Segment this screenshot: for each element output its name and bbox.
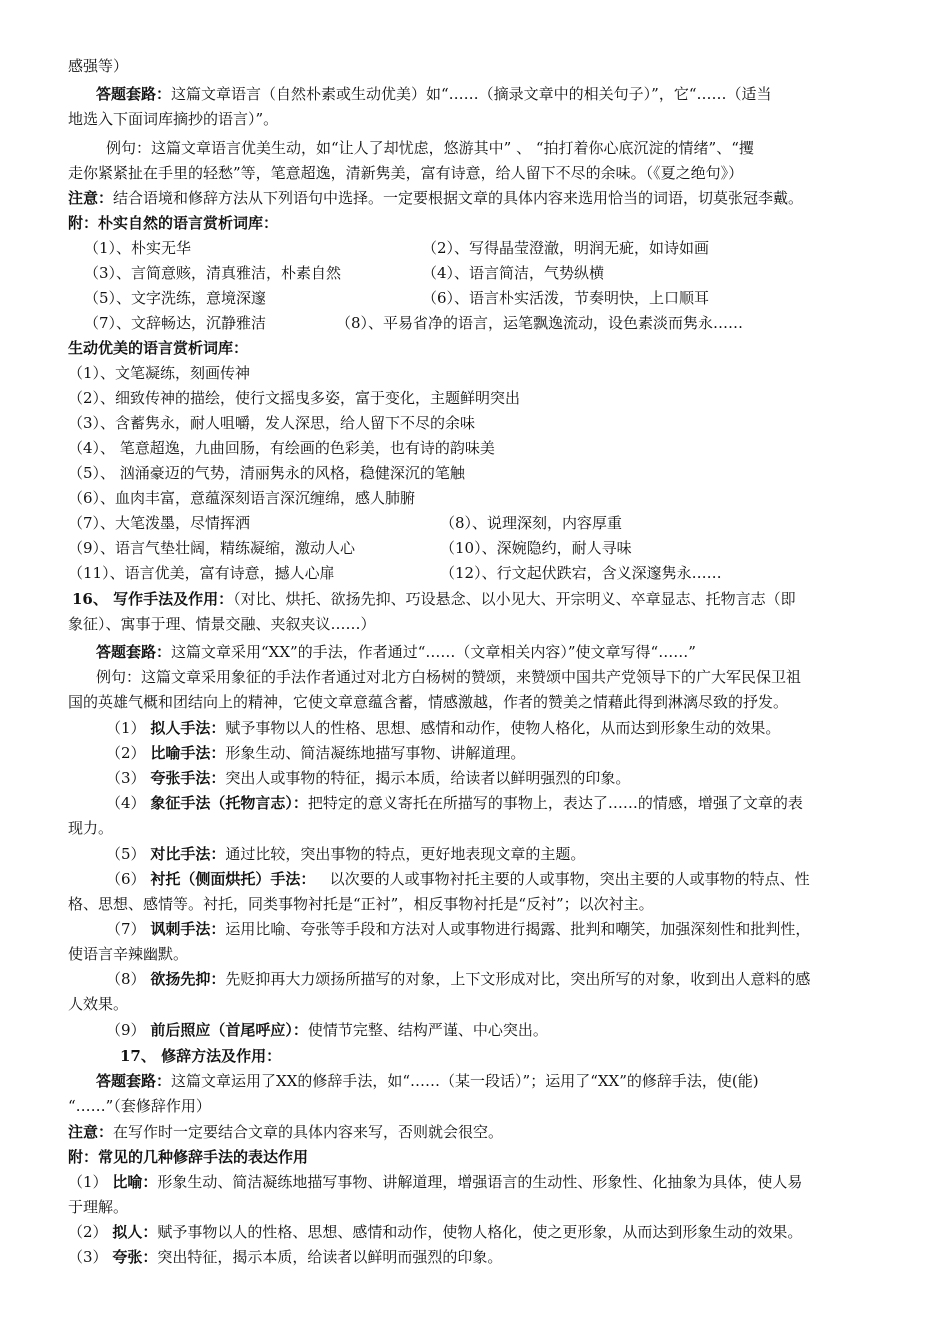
text-line: 走你紧紧扯在手里的轻愁”等，笔意超逸，清新隽美，富有诗意，给人留下不尽的余味。（《夏之绝句》） (68, 164, 744, 182)
bold-label: 16、 写作手法及作用： (72, 590, 234, 608)
item-number: （8） (106, 970, 151, 988)
line-text: 在写作时一定要结合文章的具体内容来写，否则就会很空。 (113, 1123, 504, 1141)
technique-item (106, 768, 630, 788)
text-line: 国的英雄气概和团结向上的精神，它使文章意蕴含蓄，情感激越，作者的赞美之情藉此得到淋漓尽致的抒发。 (68, 693, 789, 711)
line-text: 以次要的人或事物衬托主要的人或事物，突出主要的人或事物的特点、性 (315, 870, 810, 888)
text-line: （1）、文笔凝练，刻画传神 (68, 364, 251, 382)
line-text: 运用比喻、夸张等手段和方法对人或事物进行揭露、批判和嘲笑，加强深刻性和批判性， (225, 920, 811, 938)
lexicon-item: （9）、语言气垫壮阔，精练凝缩，激动人心 (68, 539, 356, 557)
technique-item (106, 869, 810, 889)
technique-item (106, 793, 803, 813)
bold-label: 比喻： (112, 1173, 158, 1191)
technique-item (106, 969, 810, 989)
line-text: 结合语境和修辞方法从下列语句中选择。一定要根据文章的具体内容来选用恰当的词语，切莫张冠李戴。 (113, 189, 804, 207)
lexicon-item: （4）、语言简洁，气势纵横 (422, 264, 605, 282)
text-line: （3）、含蓄隽永，耐人咀嚼，发人深思，给人留下不尽的余味 (68, 414, 476, 432)
bold-label: 注意： (68, 189, 114, 207)
line-text: 通过比较，突出事物的特点，更好地表现文章的主题。 (225, 845, 586, 863)
lexicon-item: （7）、大笔泼墨，尽情挥洒 (68, 514, 251, 532)
item-number: （6） (106, 870, 151, 888)
text-line (96, 84, 772, 104)
bold-label: 答题套路： (96, 85, 172, 103)
line-text: 把特定的意义寄托在所描写的事物上，表达了……的情感，增强了文章的表 (307, 794, 803, 812)
text-line (68, 1122, 503, 1142)
text-line (68, 188, 803, 208)
line-text: 突出特征，揭示本质，给读者以鲜明而强烈的印象。 (157, 1248, 503, 1266)
item-number: （4） (106, 794, 151, 812)
bold-label: 象征手法（托物言志）： (150, 794, 308, 812)
technique-item (106, 844, 585, 864)
item-number: （3） (68, 1248, 113, 1266)
rhetoric-item (68, 1247, 502, 1267)
text-line (96, 642, 696, 662)
lexicon-item: （7）、文辞畅达，沉静雅洁 (84, 314, 267, 332)
bold-label: 欲扬先抑： (150, 970, 226, 988)
lexicon-item: （2）、写得晶莹澄澈，明润无疵，如诗如画 (422, 239, 710, 257)
bold-label: 对比手法： (150, 845, 226, 863)
lexicon-item: （10）、深婉隐约，耐人寻味 (440, 539, 632, 557)
line-text: 这篇文章采用“XX”的手法，作者通过“……（文章相关内容）”使文章写得“……” (171, 643, 696, 661)
line-text: 使情节完整、结构严谨、中心突出。 (307, 1021, 548, 1039)
text-line: 象征）、寓事于理、情景交融、夹叙夹议……） (68, 615, 376, 633)
text-line: 于理解。 (68, 1198, 129, 1216)
line-text: 赋予事物以人的性格、思想、感情和动作，使物人格化，使之更形象，从而达到形象生动的效果。 (157, 1223, 803, 1241)
lexicon-item: （1）、朴实无华 (84, 239, 192, 257)
bold-label: 讽刺手法： (150, 920, 226, 938)
text-line: （5）、 汹涌豪迈的气势，清丽隽永的风格，稳健深沉的笔触 (68, 464, 465, 482)
text-line: （2）、细致传神的描绘，使行文摇曳多姿，富于变化，主题鲜明突出 (68, 389, 521, 407)
text-line (96, 1071, 759, 1091)
item-number: （1） (68, 1173, 113, 1191)
rhetoric-item (68, 1172, 802, 1192)
bold-label: 前后照应（首尾呼应）： (150, 1021, 308, 1039)
line-text: 这篇文章语言（自然朴素或生动优美）如“……（摘录文章中的相关句子）”，它“……（适当 (171, 85, 772, 103)
line-text: 形象生动、简洁凝练地描写事物、讲解道理。 (225, 744, 526, 762)
text-line: 感强等） (68, 57, 129, 75)
text-line: 现力。 (68, 819, 114, 837)
bold-label: 夸张： (112, 1248, 158, 1266)
text-line: （4）、 笔意超逸，九曲回肠，有绘画的色彩美，也有诗的韵味美 (68, 439, 495, 457)
item-number: （5） (106, 845, 151, 863)
lexicon-item: （12）、行文起伏跌宕，含义深邃隽永…… (440, 564, 722, 582)
text-line: 地选入下面词库摘抄的语言）”。 (68, 110, 279, 128)
technique-item (106, 919, 810, 939)
text-line: 格、思想、感情等。衬托，同类事物衬托是“正衬”，相反事物衬托是“反衬”；以次衬主。 (68, 895, 654, 913)
bold-label: 答题套路： (96, 1072, 172, 1090)
section-16-heading (72, 589, 796, 609)
technique-item (106, 718, 780, 738)
lexicon-item: （11）、语言优美，富有诗意，撼人心扉 (68, 564, 335, 582)
item-number: （3） (106, 769, 151, 787)
bold-label: 拟人手法： (150, 719, 226, 737)
item-number: （7） (106, 920, 151, 938)
section-heading: 附：常见的几种修辞手法的表达作用 (68, 1148, 309, 1166)
text-line: 人效果。 (68, 995, 129, 1013)
line-text: 这篇文章运用了XX的修辞手法，如“……（某一段话）”；运用了“XX”的修辞手法，使(能) (171, 1072, 759, 1090)
lexicon-item: （8）、平易省净的语言，运笔飘逸流动，设色素淡而隽永…… (336, 314, 744, 332)
line-text: 形象生动、简洁凝练地描写事物、讲解道理，增强语言的生动性、形象性、化抽象为具体，使人易 (157, 1173, 803, 1191)
bold-label: 夸张手法： (150, 769, 226, 787)
lexicon-item: （8）、说理深刻，内容厚重 (440, 514, 623, 532)
item-number: （9） (106, 1021, 151, 1039)
lexicon-item: （3）、言简意赅，清真雅洁，朴素自然 (84, 264, 342, 282)
bold-label: 比喻手法： (150, 744, 226, 762)
technique-item (106, 1020, 548, 1040)
line-text: 赋予事物以人的性格、思想、感情和动作，使物人格化，从而达到形象生动的效果。 (225, 719, 781, 737)
section-heading: 生动优美的语言赏析词库： (68, 339, 249, 357)
rhetoric-item (68, 1222, 802, 1242)
section-heading: 附：朴实自然的语言赏析词库： (68, 214, 279, 232)
text-line: 使语言辛辣幽默。 (68, 945, 189, 963)
item-number: （1） (106, 719, 151, 737)
lexicon-item: （6）、语言朴实活泼，节奏明快，上口顺耳 (422, 289, 710, 307)
item-number: （2） (68, 1223, 113, 1241)
line-text: 先贬抑再大力颂扬所描写的对象，上下文形成对比，突出所写的对象，收到出人意料的感 (225, 970, 811, 988)
bold-label: 拟人： (112, 1223, 158, 1241)
lexicon-item: （5）、文字洗练，意境深邃 (84, 289, 267, 307)
bold-label: 答题套路： (96, 643, 172, 661)
line-text: （对比、烘托、欲扬先抑、巧设悬念、以小见大、开宗明义、卒章显志、托物言志（即 (233, 590, 796, 608)
bold-label: 衬托（侧面烘托）手法： (150, 870, 316, 888)
text-line: （6）、血肉丰富，意蕴深刻语言深沉缠绵，感人肺腑 (68, 489, 416, 507)
bold-label: 注意： (68, 1123, 114, 1141)
technique-item (106, 743, 525, 763)
text-line: “……”（套修辞作用） (68, 1097, 211, 1115)
text-line: 例句：这篇文章语言优美生动，如“让人了却忧虑，悠游其中” 、 “拍打着你心底沉淀的情绪”、“攫 (106, 139, 754, 157)
section-17-heading: 17、 修辞方法及作用： (120, 1047, 282, 1065)
text-line: 例句：这篇文章采用象征的手法作者通过对北方白杨树的赞颂，来赞颂中国共产党领导下的广大军民保卫祖 (96, 668, 802, 686)
item-number: （2） (106, 744, 151, 762)
line-text: 突出人或事物的特征，揭示本质，给读者以鲜明强烈的印象。 (225, 769, 631, 787)
